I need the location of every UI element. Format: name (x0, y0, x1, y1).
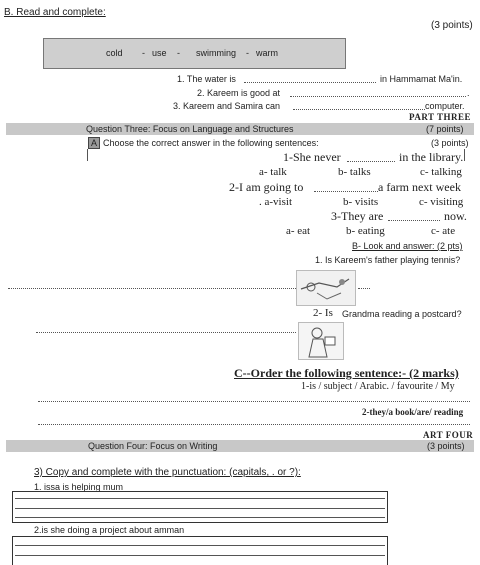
writing-item-2: 2.is she doing a project about amman (34, 525, 185, 535)
answer-blank (314, 191, 378, 192)
sentence-2: 2. Kareem is good at (197, 88, 281, 98)
writing-box-2[interactable] (12, 536, 388, 565)
part-b-title: B- Look and answer: (2 pts) (352, 241, 463, 251)
mcq-2-option-c[interactable]: c- visiting (419, 196, 464, 208)
part-c-sentence-2: 2-they/a book/are/ reading (362, 407, 464, 417)
word-bank-word: use (152, 48, 167, 58)
writing-box-1[interactable] (12, 491, 388, 523)
part-b-question-2-num: 2- Is (313, 307, 333, 319)
part-a-letter: A (88, 137, 100, 149)
answer-blank (347, 161, 395, 162)
mcq-3-stem-end: now. (444, 209, 467, 223)
part-c-title: C--Order the following sentence:- (2 marks) (234, 366, 459, 380)
word-bank-word: cold (106, 48, 123, 58)
grandma-reading-icon (299, 323, 343, 359)
question-four-points: (3 points) (427, 441, 465, 451)
answer-blank (293, 109, 425, 110)
question-four-bar (6, 440, 474, 452)
mcq-3-stem: 3-They are (331, 209, 384, 223)
section-b-title: B. Read and complete: (4, 7, 106, 18)
answer-line (8, 288, 296, 289)
sentence-1-end: in Hammamat Ma'in. (380, 74, 463, 84)
mcq-1-stem-end: in the library. (399, 150, 464, 164)
mcq-3-option-b[interactable]: b- eating (346, 225, 385, 237)
word-bank-box: cold - use - swimming - warm (43, 38, 346, 69)
sentence-2-end: . (467, 88, 470, 98)
word-bank-word: swimming (196, 48, 237, 58)
question-three-bar (6, 123, 474, 135)
mcq-1-option-a[interactable]: a- talk (259, 166, 287, 178)
mcq-2-stem-end: a farm next week (378, 180, 461, 194)
sentence-3-end: computer. (425, 101, 465, 111)
question-three-points: (7 points) (426, 124, 464, 134)
mcq-3-option-a[interactable]: a- eat (286, 225, 311, 237)
mcq-3-option-c[interactable]: c- ate (431, 225, 456, 237)
writing-instruction: 3) Copy and complete with the punctuation: (capitals, . or ?): (34, 467, 301, 478)
part-c-sentence-1: 1-is / subject / Arabic. / favourite / My (301, 381, 455, 392)
answer-blank (290, 96, 466, 97)
part-four-heading: ART FOUR (423, 430, 474, 440)
part-b-question-1: 1. Is Kareem's father playing tennis? (315, 255, 461, 265)
writing-item-1: 1. issa is helping mum (34, 482, 124, 492)
answer-line (358, 288, 370, 289)
mcq-1-stem: 1-She never (283, 150, 341, 164)
mcq-1-option-b[interactable]: b- talks (338, 166, 371, 178)
answer-line (36, 332, 296, 333)
part-a-points: (3 points) (431, 138, 469, 148)
mcq-1-option-c[interactable]: c- talking (420, 166, 462, 178)
grandma-picture (298, 322, 344, 360)
answer-blank (388, 220, 440, 221)
question-three-title: Question Three: Focus on Language and Structures (86, 124, 294, 134)
tennis-player-icon (297, 271, 355, 305)
section-b-points: (3 points) (431, 20, 473, 31)
sentence-1: 1. The water is (177, 74, 236, 84)
answer-line (38, 424, 470, 425)
question-four-title: Question Four: Focus on Writing (88, 441, 218, 451)
mcq-2-option-a[interactable]: . a-visit (259, 196, 292, 208)
mcq-2-option-b[interactable]: b- visits (343, 196, 379, 208)
part-b-question-2: Grandma reading a postcard? (342, 309, 462, 319)
part-a-instruction: Choose the correct answer in the following sentences: (103, 138, 319, 148)
sentence-3: 3. Kareem and Samira can (173, 101, 281, 111)
answer-line (38, 401, 470, 402)
mcq-2-stem: 2-I am going to (229, 180, 304, 194)
answer-blank (244, 82, 376, 83)
part-three-heading: PART THREE (409, 112, 471, 122)
word-bank-word: warm (256, 48, 278, 58)
kareem-father-picture (296, 270, 356, 306)
